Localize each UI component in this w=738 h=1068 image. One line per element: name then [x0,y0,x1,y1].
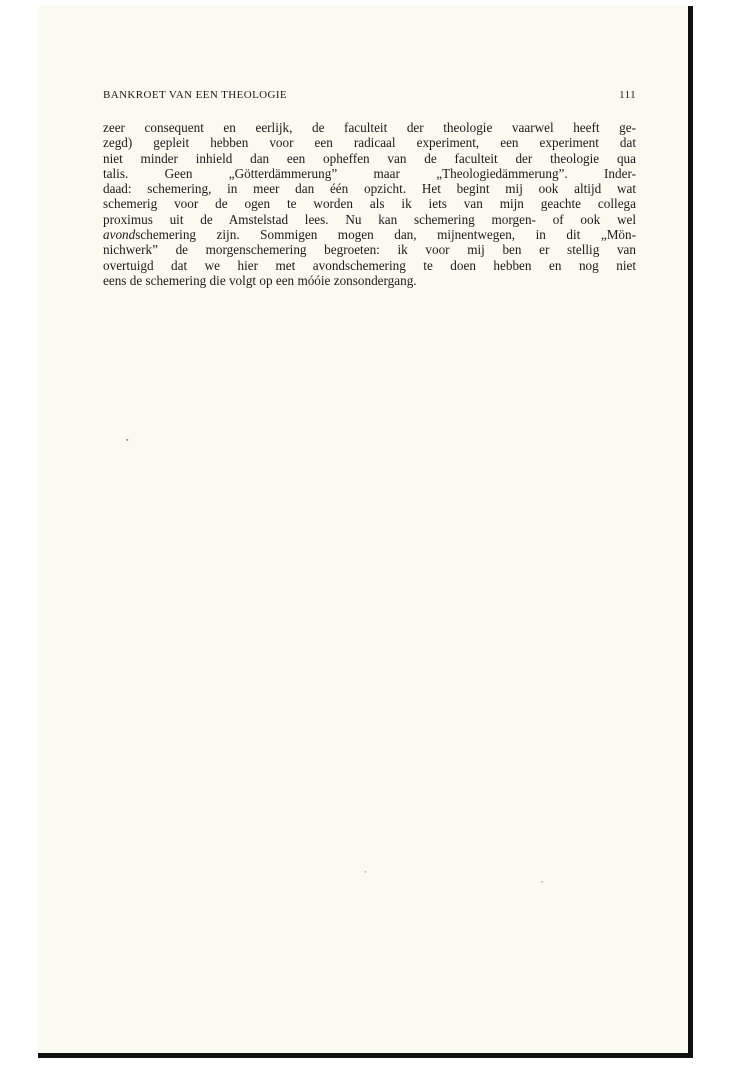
text-line: daad: schemering, in meer dan één opzicht. Het begint mij ook altijd wat [103,181,636,197]
italic-word: avond [103,227,136,243]
text-line: proximus uit de Amstelstad lees. Nu kan schemering morgen- of ook wel [103,211,636,227]
page-number: 111 [619,89,636,101]
paper-speck [126,439,128,441]
book-page [38,6,693,1058]
paper-speck [541,881,543,883]
paper-speck [365,871,367,873]
text-line: niet minder inhield dan een opheffen van de faculteit der theologie qua [103,150,636,166]
running-title: BANKROET VAN EEN THEOLOGIE [103,89,288,101]
text-line: zeer consequent en eerlijk, de faculteit der theologie vaarwel heeft ge- [103,120,636,135]
body-paragraph [103,120,636,288]
text-line-rest: schemering zijn. Sommigen mogen dan, mijnentwegen, in dit „Mön- [135,227,636,243]
text-line: overtuigd dat we hier met avondschemering te doen hebben en nog niet [103,257,636,273]
text-line-last: eens de schemering die volgt op een móóie zonsondergang. [103,272,417,288]
text-line: schemerig voor de ogen te worden als ik iets van mijn geachte collega [103,196,636,212]
text-line: talis. Geen „Götterdämmerung” maar „Theologiedämmerung”. Inder- [103,165,636,181]
text-line: zegd) gepleit hebben voor een radicaal experiment, een experiment dat [103,135,636,151]
text-line [103,227,636,242]
running-head [103,89,636,105]
text-line: nichwerk” de morgenschemering begroeten: ik voor mij ben er stellig van [103,242,636,258]
